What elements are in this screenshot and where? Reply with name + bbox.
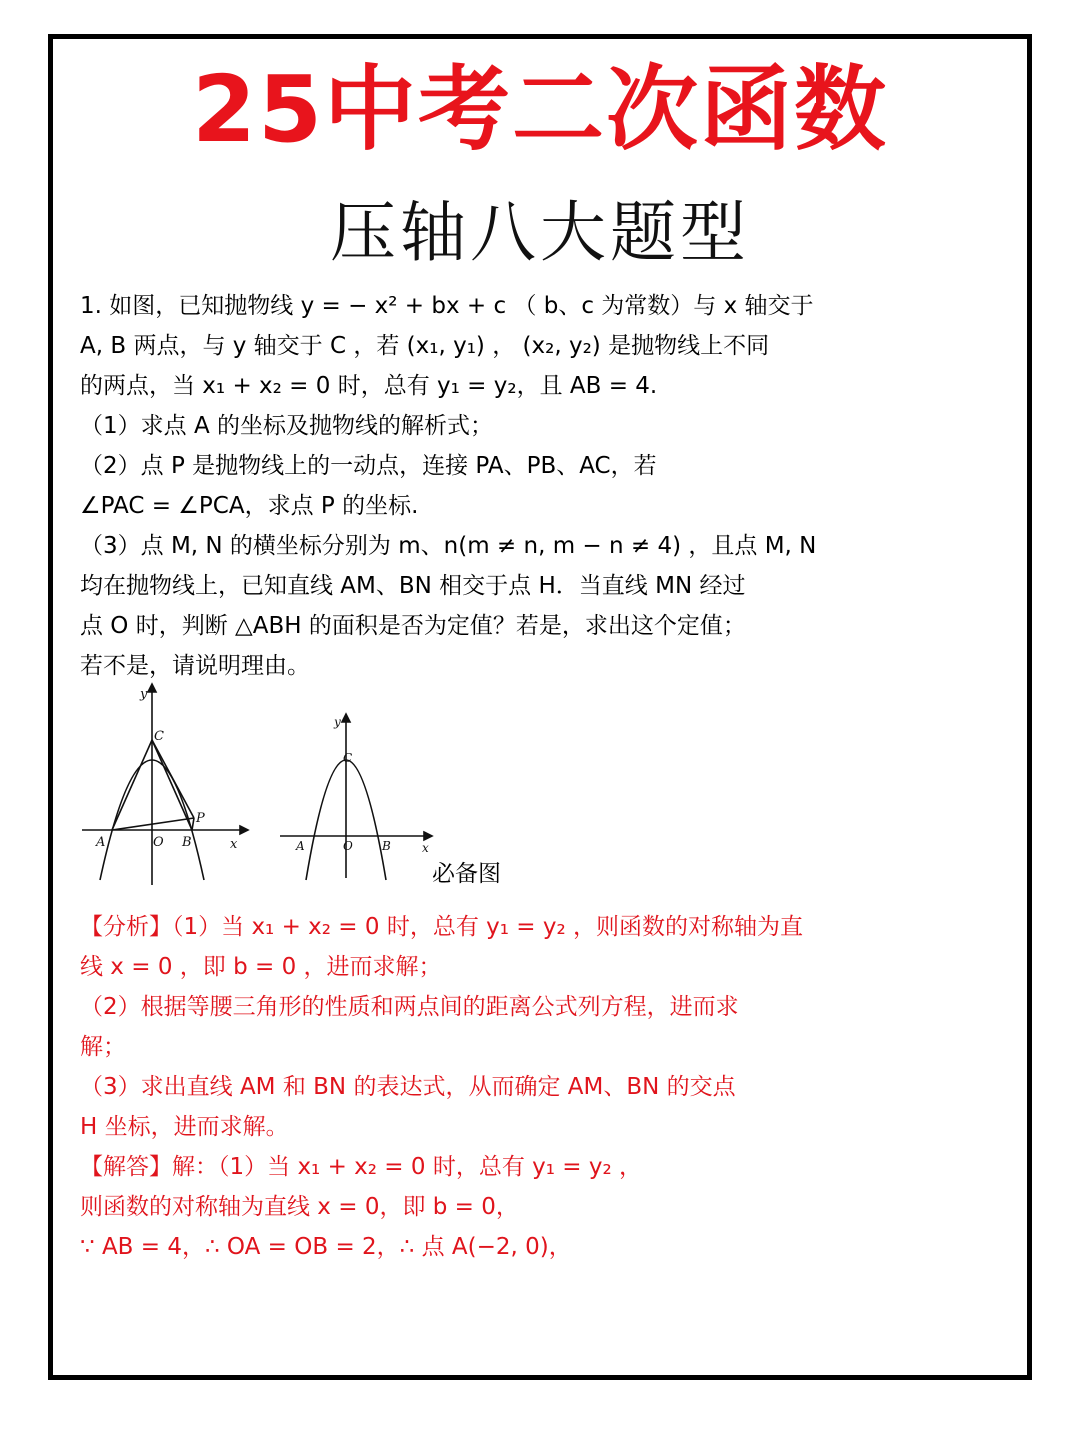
analysis-line: （3）求出直线 AM 和 BN 的表达式，从而确定 AM、BN 的交点 [80, 1074, 736, 1100]
analysis-line: 线 x = 0 ，即 b = 0 ，进而求解； [80, 954, 442, 980]
problem-line: （1）求点 A 的坐标及抛物线的解析式； [80, 413, 493, 439]
label-o: O [343, 839, 353, 853]
problem-text [80, 286, 930, 686]
y-axis-arrow [342, 714, 350, 722]
y-axis-arrow [148, 684, 156, 692]
page-title: 25中考二次函数 [191, 56, 889, 163]
label-y: y [334, 715, 341, 729]
label-c: C [154, 729, 164, 744]
label-b: B [182, 835, 192, 850]
segment-cp [152, 740, 194, 818]
analysis-line: ∵ AB = 4，∴ OA = OB = 2，∴ 点 A(−2, 0)， [80, 1234, 572, 1260]
analysis-line: 【分析】（1）当 x₁ + x₂ = 0 时，总有 y₁ = y₂ ，则函数的对称轴为直 [80, 914, 804, 940]
problem-line: （2）点 P 是抛物线上的一动点，连接 PA、PB、AC，若 [80, 453, 657, 479]
analysis-line: 则函数的对称轴为直线 x = 0，即 b = 0， [80, 1194, 519, 1220]
figure-2 [280, 714, 432, 880]
label-a: A [296, 839, 305, 853]
label-o: O [153, 835, 164, 850]
label-p: P [196, 811, 205, 826]
analysis-line: 解； [80, 1034, 126, 1060]
segment-ac [112, 740, 152, 830]
segment-ap [112, 818, 194, 830]
problem-line: 点 O 时，判断 △ABH 的面积是否为定值？若是，求出这个定值； [80, 613, 746, 639]
label-b: B [382, 839, 391, 853]
x-axis-arrow [240, 826, 248, 834]
problem-line: 的两点，当 x₁ + x₂ = 0 时，总有 y₁ = y₂，且 AB = 4. [80, 373, 658, 399]
label-c: C [343, 751, 353, 765]
problem-line: 1. 如图，已知抛物线 y = − x² + bx + c （ b、c 为常数）与 x 轴交于 [80, 293, 814, 319]
label-y: y [140, 687, 148, 702]
problem-line: A, B 两点，与 y 轴交于 C ，若 (x₁, y₁) ， (x₂, y₂) 是抛物线上不同 [80, 333, 770, 359]
label-x: x [230, 837, 238, 852]
page-subtitle: 压轴八大题型 [330, 194, 750, 271]
analysis-text [80, 908, 940, 1268]
analysis-line: H 坐标，进而求解。 [80, 1114, 289, 1140]
segment-cb [152, 740, 192, 830]
figure-caption: 必备图 [432, 861, 501, 887]
label-a: A [96, 835, 106, 850]
analysis-line: （2）根据等腰三角形的性质和两点间的距离公式列方程，进而求 [80, 994, 739, 1020]
x-axis-arrow [424, 832, 432, 840]
problem-line: （3）点 M, N 的横坐标分别为 m、n(m ≠ n, m − n ≠ 4) ，且点 M, N [80, 533, 817, 559]
problem-line: 若不是，请说明理由。 [80, 653, 310, 679]
problem-line: 均在抛物线上，已知直线 AM、BN 相交于点 H．当直线 MN 经过 [80, 573, 746, 599]
problem-line: ∠PAC = ∠PCA，求点 P 的坐标. [80, 493, 419, 519]
label-x: x [422, 841, 429, 855]
segment-bp [192, 818, 194, 830]
figure-1 [82, 684, 248, 885]
analysis-line: 【解答】解：（1）当 x₁ + x₂ = 0 时，总有 y₁ = y₂ ， [80, 1154, 643, 1180]
